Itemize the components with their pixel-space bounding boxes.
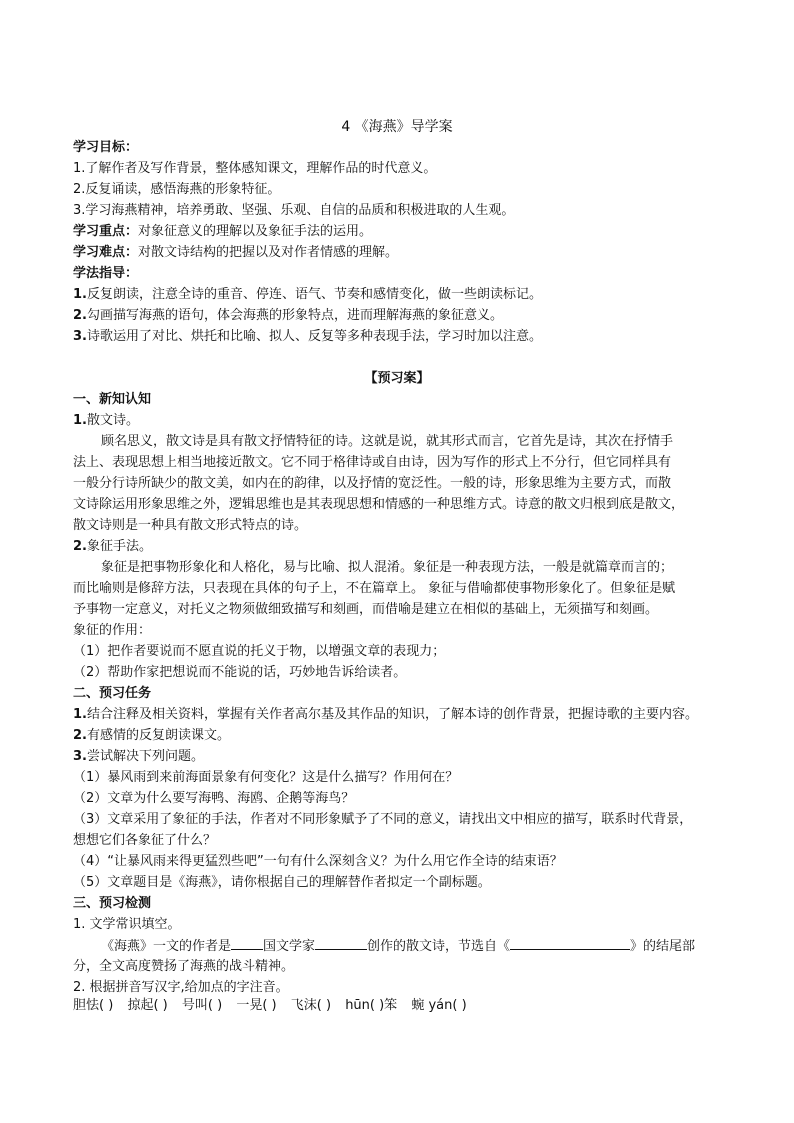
pinyin-word: 胆怯 — [73, 998, 100, 1013]
paragraph-line: 而比喻则是修辞方法，只表现在具体的句子上，不在篇章上。 象征与借喻都使事物形象化了。但象征是赋 — [73, 581, 676, 596]
method-item — [73, 305, 733, 326]
method-item — [73, 326, 733, 347]
fill-line-2: 分，全文高度赞扬了海燕的战斗精神。 — [73, 959, 295, 974]
functions-label: 象征的作用： — [73, 623, 152, 638]
pinyin-word: 蜿 yán — [411, 998, 453, 1013]
method-item-text: 反复朗读，注意全诗的重音、停连、语气、节奏和感情变化，做一些朗读标记。 — [86, 287, 542, 302]
objective-item: 3.学习海燕精神，培养勇敢、坚强、乐观、自信的品质和积极进取的人生观。 — [73, 203, 515, 218]
pinyin-item[interactable] — [411, 998, 466, 1013]
function-item: （2）帮助作家把想说而不能说的话，巧妙地告诉给读者。 — [73, 665, 407, 680]
question-item: （4）“让暴风雨来得更猛烈些吧”一句有什么深刻含义？为什么用它作全诗的结束语？ — [73, 854, 563, 869]
pinyin-word: hūn — [345, 998, 370, 1013]
fill-blank-line — [101, 935, 761, 957]
task-item — [73, 704, 733, 725]
question-item: 想想它们各象征了什么？ — [73, 833, 217, 848]
pinyin-item[interactable] — [127, 998, 167, 1013]
question-item: （3）文章采用了象征的手法，作者对不同形象赋予了不同的意义，请找出文中相应的描写，联系时代背景， — [73, 812, 693, 827]
source-blank[interactable] — [510, 935, 630, 950]
difficulty-label: 学习难点： — [73, 245, 139, 260]
task-text: 有感情的反复朗读课文。 — [86, 728, 230, 743]
paragraph-line: 一般分行诗所缺少的散文美，如内在的韵律，以及抒情的宽泛性。一般的诗，形象思维为主要方式，而散 — [73, 476, 672, 491]
paragraph-line: 散文诗则是一种具有散文形式特点的诗。 — [73, 518, 308, 533]
key-point — [73, 221, 733, 242]
task-text: 尝试解决下列问题。 — [86, 749, 204, 764]
pinyin-item[interactable] — [345, 998, 397, 1013]
task-item — [73, 725, 733, 746]
question-item: （1）暴风雨到来前海面景象有何变化？这是什么描写？作用何在？ — [73, 770, 459, 785]
sub-num: 1. — [73, 413, 87, 428]
fill-question: 1. 文学常识填空。 — [73, 917, 181, 932]
pinyin-item[interactable] — [182, 998, 222, 1013]
section1-sub2 — [73, 536, 733, 557]
task-num: 1. — [73, 707, 87, 722]
paragraph-line: 予事物一定意义，对托义之物须做细致描写和刻画，而借喻是建立在相似的基础上，无须描写和刻画。 — [73, 602, 659, 617]
author-blank[interactable] — [231, 935, 263, 950]
method-item — [73, 284, 733, 305]
pinyin-item[interactable] — [291, 998, 331, 1013]
task-text: 结合注释及相关资料，掌握有关作者高尔基及其作品的知识，了解本诗的创作背景，把握诗歌的主要内容。 — [86, 707, 698, 722]
pinyin-word: 飞沫 — [290, 998, 317, 1013]
writer-blank[interactable] — [315, 935, 367, 950]
pinyin-blank: ( ) — [262, 998, 277, 1013]
pinyin-blank: ( ) — [99, 998, 114, 1013]
pinyin-item[interactable] — [73, 998, 113, 1013]
method-item-num: 1. — [73, 287, 87, 302]
key-point-label: 学习重点： — [73, 224, 139, 239]
method-item-num: 3. — [73, 329, 87, 344]
question-item: （5）文章题目是《海燕》，请你根据自己的理解替作者拟定一个副标题。 — [73, 875, 491, 890]
method-item-text: 勾画描写海燕的语句，体会海燕的形象特点，进而理解海燕的象征意义。 — [86, 308, 503, 323]
pinyin-blank: ( ) — [153, 998, 168, 1013]
pinyin-question: 2. 根据拼音写汉字,给加点的字注音。 — [73, 980, 289, 995]
objective-item: 2.反复诵读，感悟海燕的形象特征。 — [73, 182, 281, 197]
paragraph-line: 象征是把事物形象化和人格化，易与比喻、拟人混淆。象征是一种表现方法，一般是就篇章而言的； — [101, 560, 674, 575]
function-item: （1）把作者要说而不愿直说的托义于物，以增强文章的表现力； — [73, 644, 446, 659]
section1-heading: 一、新知认知 — [73, 392, 152, 407]
fill-text: 国文学家 — [263, 939, 316, 954]
paragraph-line: 文诗除运用形象思维之外，逻辑思维也是其表现思想和情感的一种思维方式。诗意的散文归根到底是散文， — [73, 497, 685, 512]
method-heading: 学法指导： — [73, 266, 139, 281]
method-item-num: 2. — [73, 308, 87, 323]
section1-sub1 — [73, 410, 733, 431]
key-point-text: 对象征意义的理解以及象征手法的运用。 — [138, 224, 373, 239]
sub-text: 散文诗。 — [86, 413, 139, 428]
sub-num: 2. — [73, 539, 87, 554]
paragraph-line: 法上、表现思想上相当地接近散文。它不同于格律诗或自由诗，因为写作的形式上不分行，但它同样具有 — [73, 455, 672, 470]
page-title: 4 《海燕》导学案 — [341, 119, 453, 135]
difficulty — [73, 242, 733, 263]
pinyin-blank: ( ) — [316, 998, 332, 1013]
paragraph-line: 顾名思义，散文诗是具有散文抒情特征的诗。这就是说，就其形式而言，它首先是诗，其次在抒情手 — [101, 434, 674, 449]
method-item-text: 诗歌运用了对比、烘托和比喻、拟人、反复等多种表现手法，学习时加以注意。 — [86, 329, 542, 344]
fill-text: 》的结尾部 — [630, 939, 696, 954]
pinyin-word: 掠起 — [127, 998, 154, 1013]
fill-text: 创作的散文诗，节选自《 — [367, 939, 511, 954]
fill-text: 《海燕》一文的作者是 — [101, 939, 232, 954]
pinyin-blank: ( ) — [452, 998, 467, 1013]
preview-title: 【预习案】 — [364, 371, 430, 386]
section3-heading: 三、预习检测 — [73, 896, 152, 911]
pinyin-blank: ( ) — [207, 998, 223, 1013]
pinyin-row — [73, 995, 733, 1016]
objectives-heading: 学习目标： — [73, 140, 139, 155]
pinyin-item[interactable] — [236, 998, 276, 1013]
pinyin-blank: ( )笨 — [369, 998, 398, 1013]
task-num: 3. — [73, 749, 87, 764]
task-item — [73, 746, 733, 767]
pinyin-word: 号叫 — [181, 998, 208, 1013]
task-num: 2. — [73, 728, 87, 743]
objective-item: 1.了解作者及写作背景，整体感知课文，理解作品的时代意义。 — [73, 161, 437, 176]
difficulty-text: 对散文诗结构的把握以及对作者情感的理解。 — [138, 245, 399, 260]
pinyin-word: 一晃 — [236, 998, 263, 1013]
question-item: （2）文章为什么要写海鸭、海鸥、企鹅等海鸟？ — [73, 791, 355, 806]
sub-text: 象征手法。 — [86, 539, 152, 554]
section2-heading: 二、预习任务 — [73, 686, 152, 701]
